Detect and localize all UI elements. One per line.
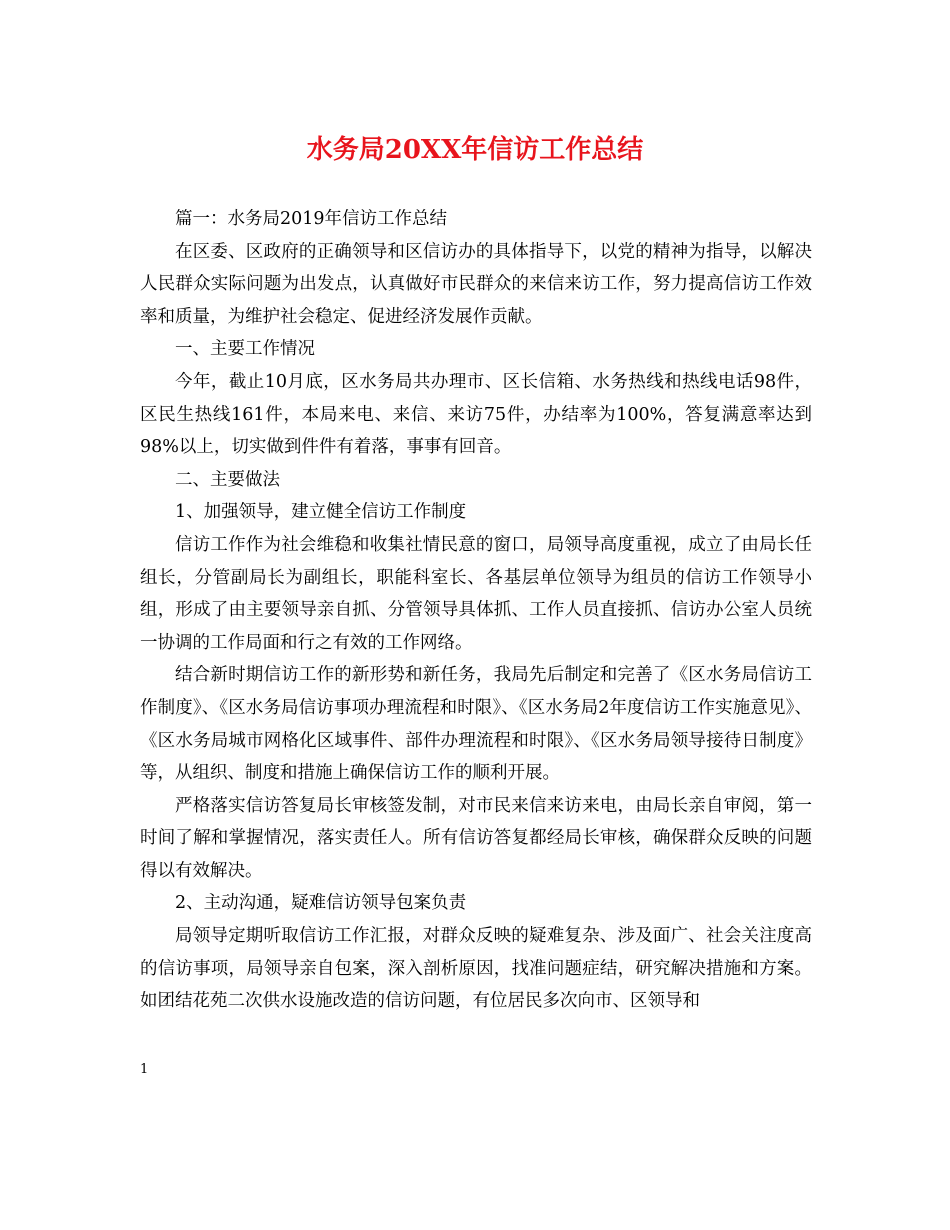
page-title: 水务局20XX年信访工作总结 <box>306 135 644 165</box>
body-paragraph: 局领导定期听取信访工作汇报，对群众反映的疑难复杂、涉及面广、社会关注度高的信访事项，局领导亲自包案，深入剖析原因，找准问题症结，研究解决措施和方案。如团结花苑二次供水设施改造的信访问题，有位居民多次向市、区领导和 <box>140 926 812 1012</box>
section-heading: 一、主要工作情况 <box>175 339 315 360</box>
subsection-heading: 2、主动沟通，疑难信访领导包案负责 <box>175 893 467 914</box>
body-paragraph: 今年，截止10月底，区水务局共办理市、区长信箱、水务热线和热线电话98件，区民生热线161件，本局来电、来信、来访75件，办结率为100%，答复满意率达到98%以上，切实做到件件有着落，事事有回音。 <box>140 371 812 458</box>
page-number: 1 <box>140 1062 149 1077</box>
document-body <box>140 203 812 1018</box>
section-heading: 二、主要做法 <box>175 469 280 490</box>
subsection-heading: 1、加强领导，建立健全信访工作制度 <box>175 502 467 523</box>
body-paragraph: 严格落实信访答复局长审核签发制，对市民来信来访来电，由局长亲自审阅，第一时间了解和掌握情况，落实责任人。所有信访答复都经局长审核，确保群众反映的问题得以有效解决。 <box>140 795 812 881</box>
body-paragraph: 在区委、区政府的正确领导和区信访办的具体指导下，以党的精神为指导，以解决人民群众实际问题为出发点，认真做好市民群众的来信来访工作，努力提高信访工作效率和质量，为维护社会稳定、促进经济发展作贡献。 <box>140 241 812 327</box>
body-paragraph: 信访工作作为社会维稳和收集社情民意的窗口，局领导高度重视，成立了由局长任组长，分管副局长为副组长，职能科室长、各基层单位领导为组员的信访工作领导小组，形成了由主要领导亲自抓、分管领导具体抓、工作人员直接抓、信访办公室人员统一协调的工作局面和行之有效的工作网络。 <box>140 534 812 653</box>
section-heading: 篇一：水务局2019年信访工作总结 <box>175 209 448 229</box>
body-paragraph: 结合新时期信访工作的新形势和新任务，我局先后制定和完善了《区水务局信访工作制度》、《区水务局信访事项办理流程和时限》、《区水务局2年度信访工作实施意见》、《区水务局城市网格化区域事件、部件办理流程和时限》、《区水务局领导接待日制度》等，从组织、制度和措施上确保信访工作的顺利开展。 <box>140 665 812 784</box>
